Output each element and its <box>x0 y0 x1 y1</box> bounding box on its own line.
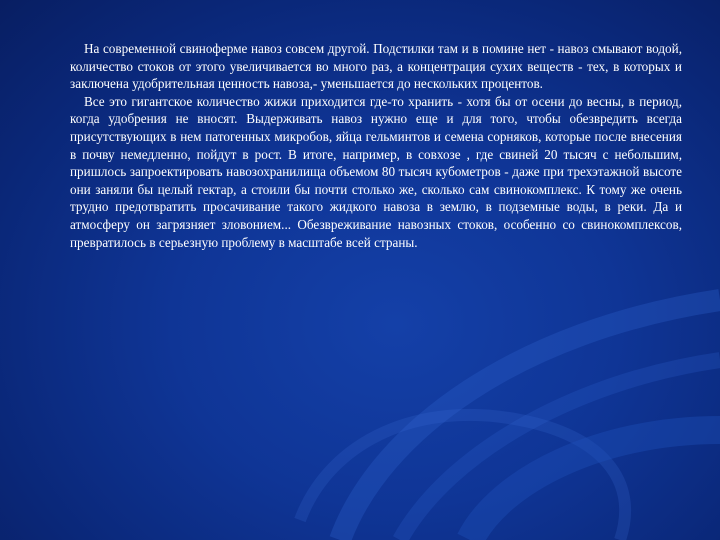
paragraph-1: На современной свиноферме навоз совсем другой. Подстилки там и в помине нет - навоз смывают водой, количество стоков от этого увеличивается во много раз, а концентрация сухих веществ - тех, в которых и заключена удобрительная ценность навоза,- уменьшается до нескольких процентов. <box>70 41 682 92</box>
paragraph-2: Все это гигантское количество жижи приходится где-то хранить - хотя бы от осени до весны, в период, когда удобрения не вносят. Выдерживать навоз нужно еще и для того, чтобы обезвредить всегда присутствующих в нем патогенных микробов, яйца гельминтов и семена сорняков, которые после внесения в почву немедленно, пойдут в рост. В итоге, например, в совхозе , где свиней 20 тысяч с небольшим, пришлось запроектировать навозохранилища объемом 80 тысяч кубометров - даже при трехэтажной высоте они заняли бы целый гектар, а стоили бы почти столько же, сколько сам свинокомплекс. К тому же очень трудно предотвратить просачивание такого жидкого навоза в землю, в подземные воды, в реки. Да и атмосферу он загрязняет зловонием... Обезвреживание навозных стоков, особенно со свинокомплексов, превратилось в серьезную проблему в масштабе всей страны. <box>70 93 682 250</box>
body-text <box>70 40 682 251</box>
